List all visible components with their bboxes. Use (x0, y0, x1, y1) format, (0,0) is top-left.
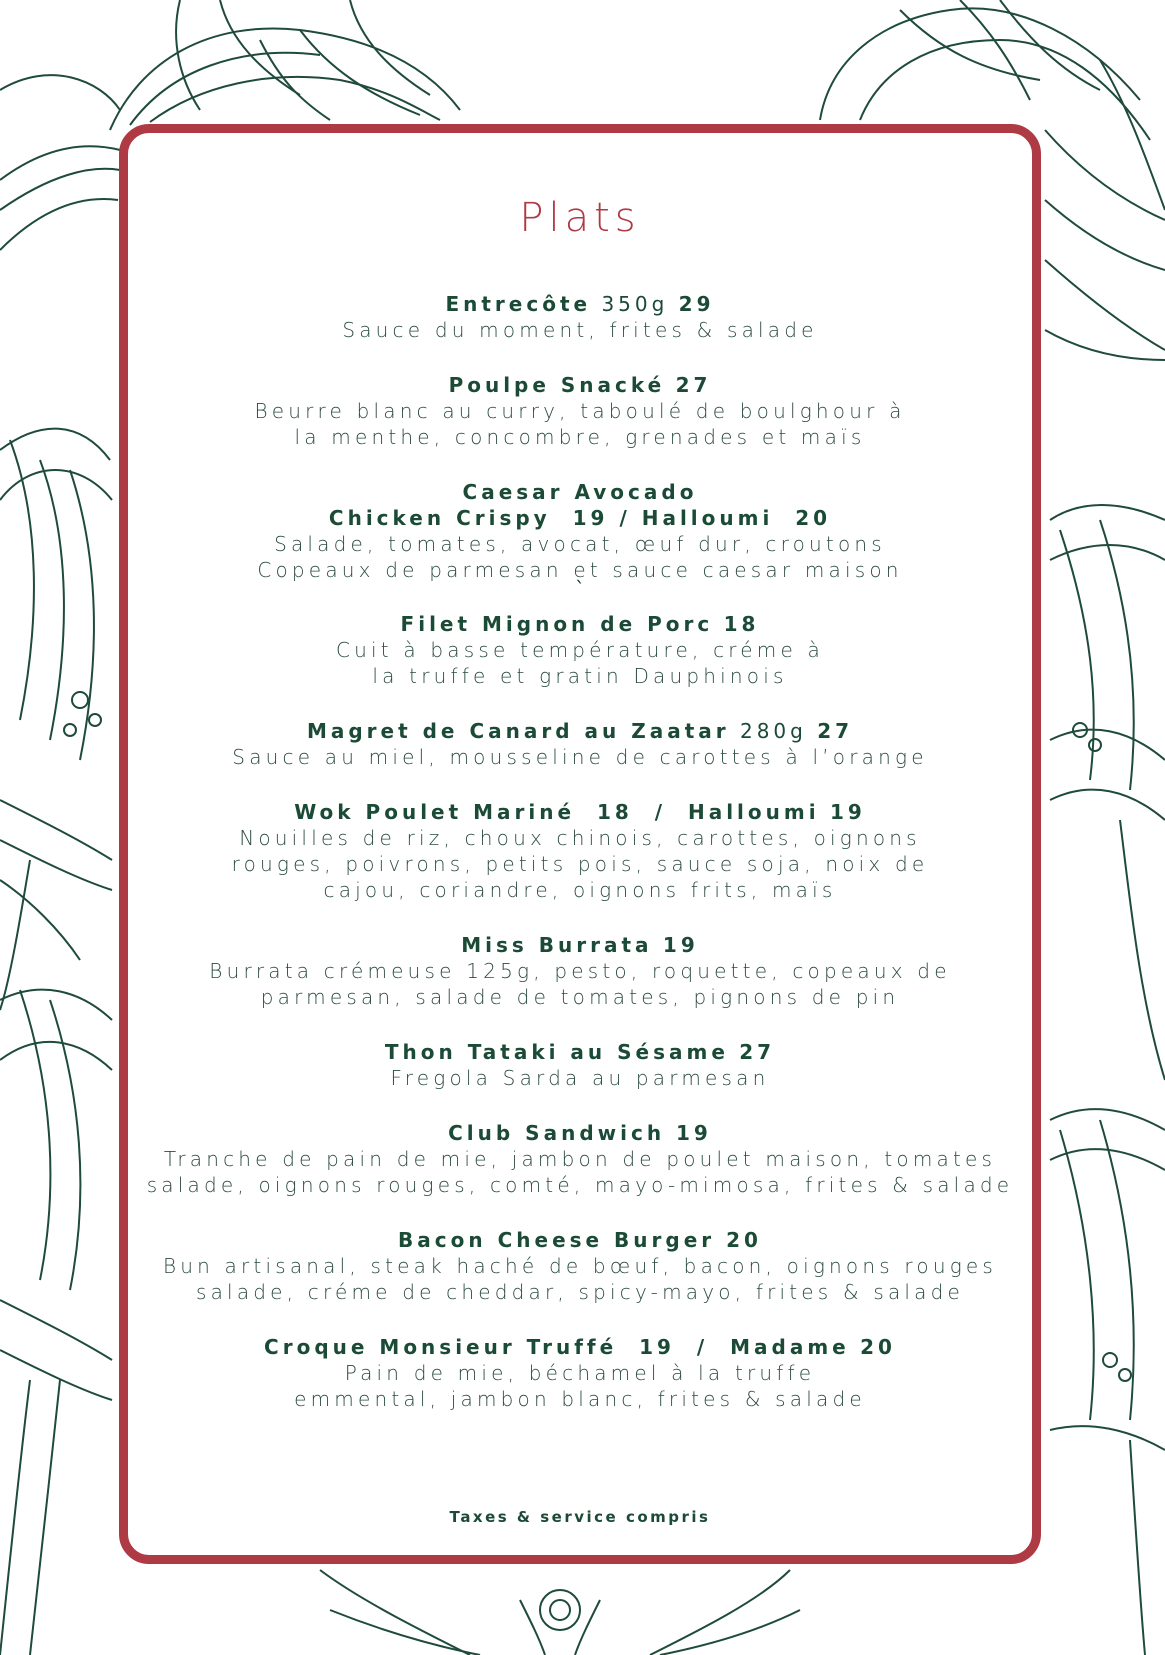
menu-items (128, 291, 1032, 1412)
menu-item (128, 1039, 1032, 1091)
dish-name: Club Sandwich 19 (448, 1121, 712, 1145)
dish-name-line (128, 291, 1032, 317)
dish-name-line (128, 932, 1032, 958)
dish-price: 19 (662, 933, 699, 957)
menu-item (128, 611, 1032, 689)
dish-description: la truffe et gratin Dauphinois (372, 664, 788, 688)
dish-description: Tranche de pain de mie, jambon de poulet maison, tomates (163, 1147, 997, 1171)
dish-description: salade, créme de cheddar, spicy-mayo, frites & salade (195, 1280, 965, 1304)
menu-item (128, 799, 1032, 903)
menu-item (128, 932, 1032, 1010)
dish-name-line (128, 611, 1032, 637)
dish-name-line (128, 479, 1032, 505)
dish-name: Bacon Cheese Burger 20 (398, 1228, 762, 1252)
dish-price: 18 (723, 612, 760, 636)
dish-description: Pain de mie, béchamel à la truffe (344, 1361, 816, 1385)
dish-description: la menthe, concombre, grenades et maïs (294, 425, 866, 449)
menu-item (128, 718, 1032, 770)
dish-name-line (128, 1227, 1032, 1253)
flower-left-middle (0, 429, 112, 1010)
dish-name-line (128, 1334, 1032, 1360)
dish-description: cajou, coriandre, oignons frits, maïs (323, 878, 837, 902)
dish-description: Nouilles de riz, choux chinois, carottes, oignons (239, 826, 921, 850)
menu-card (119, 124, 1041, 1564)
dish-description: Fregola Sarda au parmesan (390, 1066, 770, 1090)
dish-price: 27 (739, 1040, 776, 1064)
dish-name-line (128, 718, 1032, 744)
flower-right-middle (1050, 505, 1165, 1080)
dish-price: 29 (678, 292, 715, 316)
dish-description: emmental, jambon blanc, frites & salade (294, 1387, 866, 1411)
dish-description: Beurre blanc au curry, taboulé de boulghour à (254, 399, 906, 423)
dish-description: Sauce du moment, frites & salade (342, 318, 818, 342)
dish-name-line (128, 799, 1032, 825)
menu-item (128, 1227, 1032, 1305)
dish-description: Copeaux de parmesan et sauce caesar maison (257, 558, 903, 582)
dish-name-line (128, 1039, 1032, 1065)
dish-description: parmesan, salade de tomates, pignons de pin (260, 985, 900, 1009)
dish-description: Burrata crémeuse 125g, pesto, roquette, copeaux de (209, 959, 951, 983)
dish-weight: 280g (739, 719, 807, 743)
dish-price: 27 (817, 719, 854, 743)
footer-note: Taxes & service compris (449, 1508, 711, 1526)
dish-description: salade, oignons rouges, comté, mayo-mimosa, frites & salade (146, 1173, 1014, 1197)
dish-description: Salade, tomates, avocat, œuf dur, croutons (274, 532, 886, 556)
flower-left-lower (0, 990, 112, 1655)
dish-name: Entrecôte (445, 292, 592, 316)
dish-weight: 350g (601, 292, 669, 316)
dish-name: Poulpe Snacké (448, 373, 666, 397)
menu-title: Plats (519, 195, 641, 241)
dish-name-line (128, 1120, 1032, 1146)
stray-mark: ` (575, 577, 585, 601)
dish-name: Miss Burrata (461, 933, 653, 957)
dish-name: Croque Monsieur Truffé 19 / Madame (264, 1335, 850, 1359)
menu-item (128, 479, 1032, 601)
dish-name: Caesar Avocado (462, 480, 698, 504)
flower-bottom (320, 1570, 800, 1655)
dish-name: Thon Tataki au Sésame (384, 1040, 729, 1064)
dish-name: Magret de Canard au Zaatar (306, 719, 730, 743)
dish-description: Sauce au miel, mousseline de carottes à l’orange (232, 745, 928, 769)
dish-price: 19 (829, 800, 866, 824)
dish-name-line (128, 372, 1032, 398)
dish-name: Wok Poulet Mariné 18 / Halloumi (294, 800, 820, 824)
dish-name: Filet Mignon de Porc (400, 612, 714, 636)
dish-name-variants: Chicken Crispy 19 / Halloumi 20 (328, 506, 832, 530)
dish-description: Bun artisanal, steak haché de bœuf, bacon, oignons rouges (162, 1254, 998, 1278)
dish-price: 27 (675, 373, 712, 397)
flower-right-lower (1050, 1109, 1165, 1655)
dish-description: rouges, poivrons, petits pois, sauce soja, noix de (231, 852, 929, 876)
dish-name-line (128, 505, 1032, 531)
dish-description: Cuit à basse température, créme à (336, 638, 824, 662)
menu-item (128, 372, 1032, 450)
menu-item (128, 1120, 1032, 1198)
dish-price: 20 (860, 1335, 896, 1359)
menu-item (128, 1334, 1032, 1412)
menu-item (128, 291, 1032, 343)
